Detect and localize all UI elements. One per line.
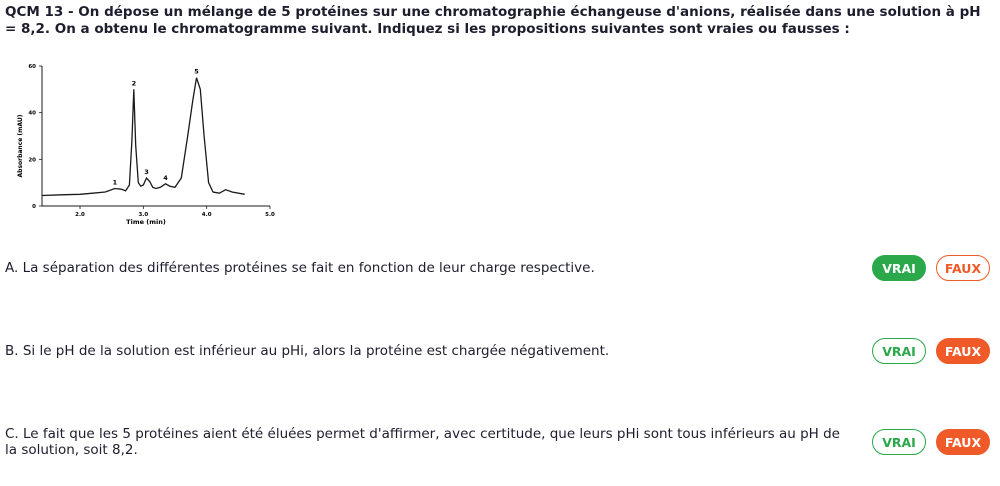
y-tick-label: 60 <box>28 64 36 70</box>
proposition-c-vrai-button[interactable]: VRAI <box>872 429 926 455</box>
x-tick-label: 3.0 <box>138 212 149 218</box>
proposition-a <box>5 253 990 283</box>
proposition-a-text: A. La séparation des différentes protéines se fait en fonction de leur charge respective. <box>5 260 595 276</box>
chromatogram-trace <box>42 78 245 196</box>
y-tick-label: 40 <box>28 110 36 117</box>
proposition-c-text: C. Le fait que les 5 protéines aient été éluées permet d'affirmer, avec certitude, que leurs pHi sont tous inférieurs au pH de la solution, soit 8,2. <box>5 426 840 458</box>
y-tick-label: 20 <box>28 157 36 164</box>
x-tick-label: 5.0 <box>265 212 275 218</box>
proposition-a-faux-button[interactable]: FAUX <box>936 255 990 281</box>
proposition-b-text: B. Si le pH de la solution est inférieur au pHi, alors la protéine est chargée négativement. <box>5 343 610 359</box>
y-axis-label: Absorbance (mAU) <box>17 114 24 178</box>
proposition-b-faux-button[interactable]: FAUX <box>936 338 990 364</box>
x-tick-label: 2.0 <box>75 212 85 218</box>
y-tick-label: 0 <box>32 204 36 210</box>
proposition-b <box>5 336 990 366</box>
proposition-c <box>5 424 990 460</box>
chromatogram-chart <box>14 58 284 230</box>
x-axis-label: Time (min) <box>126 218 166 226</box>
proposition-c-faux-button[interactable]: FAUX <box>936 429 990 455</box>
x-tick-label: 4.0 <box>201 212 212 218</box>
chromatogram-figure <box>14 58 284 230</box>
peak-label: 2 <box>131 79 137 88</box>
peak-label: 5 <box>194 67 199 76</box>
peak-label: 3 <box>144 168 149 176</box>
peak-label: 4 <box>163 173 168 182</box>
question-title: QCM 13 - On dépose un mélange de 5 protéines sur une chromatographie échangeuse d'anions, réalisée dans une solution à pH = 8,2. On a obtenu le chromatogramme suivant. Indiquez si les propositions suivantes sont vraies ou fausses : <box>5 4 981 37</box>
proposition-b-vrai-button[interactable]: VRAI <box>872 338 926 364</box>
proposition-a-vrai-button[interactable]: VRAI <box>872 255 926 281</box>
peak-label: 1 <box>112 178 118 187</box>
